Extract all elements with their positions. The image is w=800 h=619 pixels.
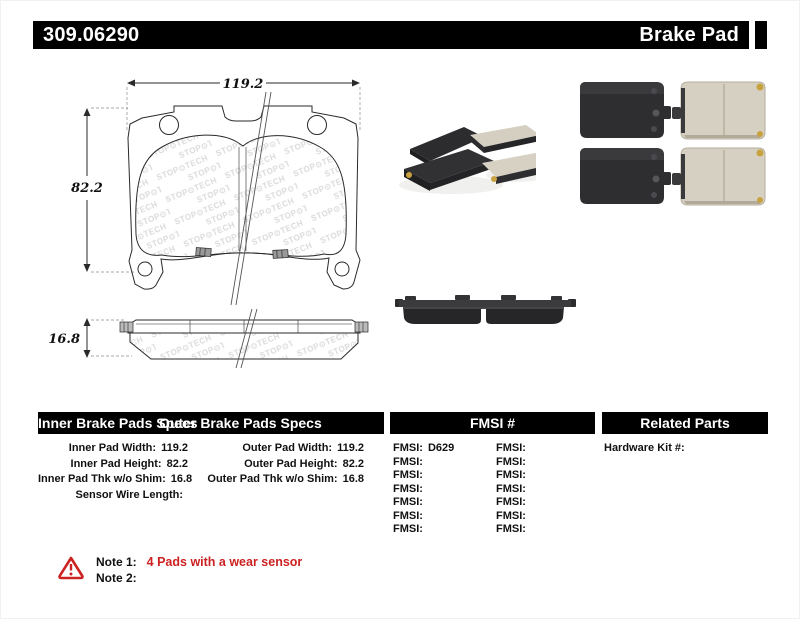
fmsi-row [496, 456, 531, 470]
fmsi-label: FMSI: [496, 482, 526, 495]
inner-specs-title: Inner Brake Pads Specs [38, 415, 198, 431]
spec-label: Outer Pad Width: [242, 442, 333, 454]
spec-label: Inner Pad Height: [70, 457, 162, 470]
spec-row [38, 441, 188, 457]
fmsi-row [393, 456, 454, 470]
fmsi-row [496, 523, 531, 537]
spec-label: Sensor Wire Length: [75, 488, 183, 501]
height-dimension-label: 82.2 [71, 181, 103, 196]
spec-value: 82.2 [166, 457, 188, 470]
fmsi-row [393, 496, 454, 510]
fmsi-row [496, 496, 531, 510]
spec-label: Outer Pad Thk w/o Shim: [207, 473, 338, 486]
fmsi-row [393, 442, 454, 456]
related-parts-header-bar [602, 412, 768, 434]
photo-pads-perspective [396, 105, 536, 205]
fmsi-value: D629 [427, 442, 455, 454]
fmsi-row [393, 510, 454, 524]
spec-row [38, 488, 188, 504]
part-number-label: 309.06290 [43, 23, 140, 46]
spec-value: 82.2 [342, 457, 364, 470]
fmsi-label: FMSI: [496, 469, 526, 481]
spec-row [196, 457, 364, 473]
note1-row [96, 555, 302, 569]
spec-row [196, 472, 364, 488]
fmsi-row [393, 523, 454, 537]
warning-triangle-icon [57, 555, 85, 581]
outer-specs-column [196, 441, 364, 488]
fmsi-row [496, 442, 531, 456]
fmsi-header-bar [390, 412, 595, 434]
fmsi-label: FMSI: [393, 442, 423, 454]
spec-row [38, 472, 193, 488]
related-parts-column [604, 442, 690, 456]
fmsi-column-2 [496, 442, 531, 537]
spec-label: Outer Pad Height: [244, 457, 338, 470]
fmsi-label: FMSI: [393, 482, 423, 495]
note1-label: Note 1: [96, 555, 137, 569]
technical-drawing [40, 62, 385, 374]
thickness-dimension-label: 16.8 [48, 332, 80, 347]
specs-header-bar [38, 412, 384, 434]
wear-sensor-clip [273, 250, 288, 259]
spec-label: Inner Pad Width: [68, 442, 157, 454]
spec-value: 16.8 [342, 473, 364, 486]
spec-row [196, 441, 364, 457]
fmsi-row [496, 510, 531, 524]
fmsi-row [496, 483, 531, 497]
product-type-label: Brake Pad [639, 23, 739, 46]
front-view-drawing [71, 77, 360, 305]
spec-label: Inner Pad Thk w/o Shim: [38, 473, 166, 486]
spec-row [38, 457, 188, 473]
fmsi-row [393, 483, 454, 497]
inner-specs-column [38, 441, 193, 503]
outer-specs-title: Outer Brake Pads Specs [159, 415, 322, 431]
header-bar [33, 21, 749, 49]
fmsi-label: FMSI: [393, 523, 423, 535]
fmsi-column-1 [393, 442, 454, 537]
spec-value: 119.2 [337, 442, 364, 454]
note2-label: Note 2: [96, 571, 137, 585]
width-dimension-label: 119.2 [222, 77, 264, 92]
photo-pads-grid [570, 80, 775, 208]
fmsi-label: FMSI: [393, 496, 423, 508]
related-part-row [604, 442, 690, 456]
note2-row [96, 571, 147, 585]
note1-text: 4 Pads with a wear sensor [146, 555, 303, 569]
fmsi-label: FMSI: [393, 469, 423, 481]
fmsi-title: FMSI # [469, 415, 516, 431]
fmsi-label: FMSI: [393, 509, 423, 522]
spec-value: 16.8 [170, 473, 193, 486]
photo-pad-edge-view [393, 290, 578, 330]
related-parts-title: Related Parts [640, 415, 730, 431]
fmsi-label: FMSI: [496, 496, 526, 508]
fmsi-label: FMSI: [393, 455, 423, 468]
header-endcap [755, 21, 767, 49]
fmsi-label: FMSI: [496, 442, 526, 454]
wear-sensor-clip [196, 248, 212, 257]
fmsi-label: FMSI: [496, 455, 526, 468]
spec-value: 119.2 [161, 442, 188, 454]
side-view-drawing [48, 309, 368, 368]
fmsi-label: FMSI: [496, 509, 526, 522]
fmsi-row [496, 469, 531, 483]
fmsi-label: FMSI: [496, 523, 526, 535]
related-part-label: Hardware Kit #: [604, 442, 685, 454]
fmsi-row [393, 469, 454, 483]
